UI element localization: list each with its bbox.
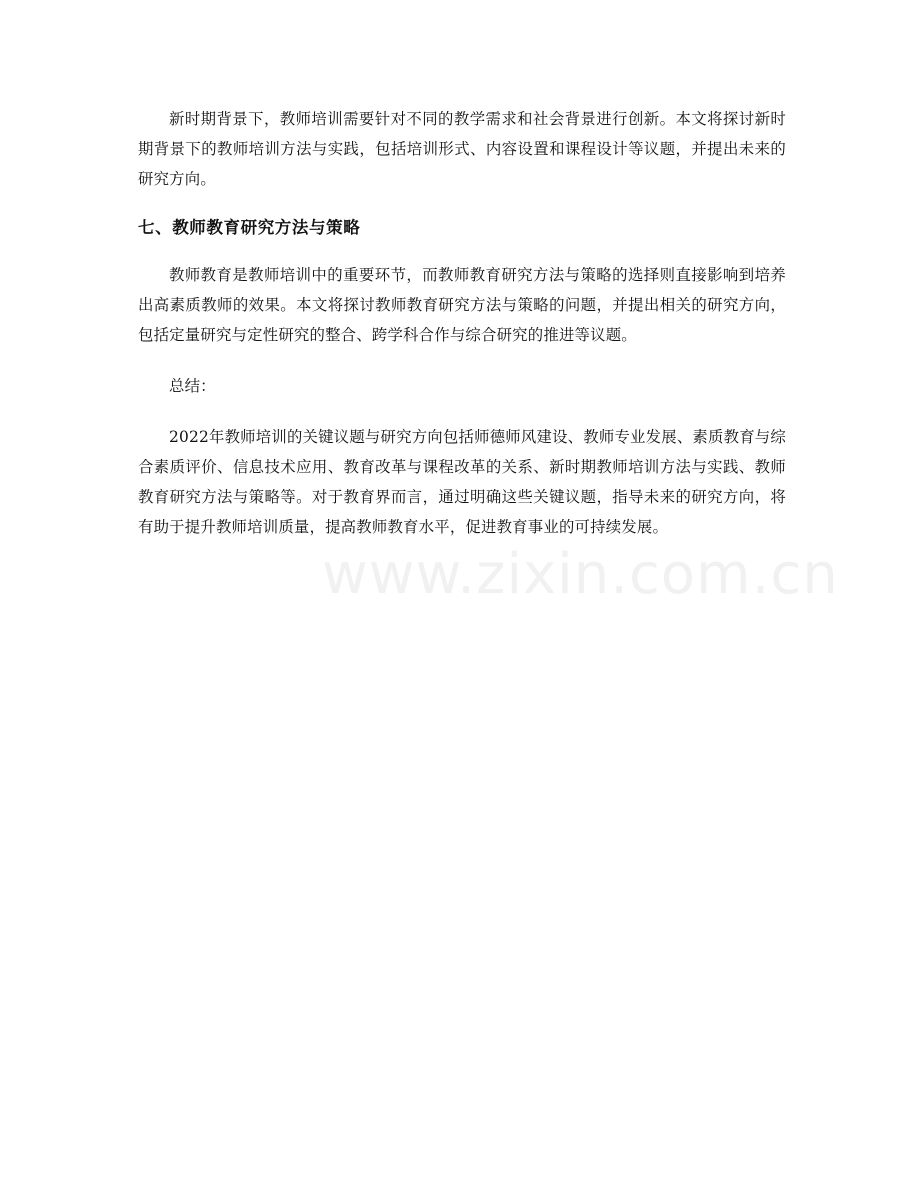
spacer (138, 350, 786, 371)
spacer (138, 401, 786, 422)
section-heading: 七、教师教育研究方法与策略 (138, 218, 361, 237)
paragraph-summary: 2022年教师培训的关键议题与研究方向包括师德师风建设、教师专业发展、素质教育与综合素质评价、信息技术应用、教育改革与课程改革的关系、新时期教师培训方法与实践、教师教育研究方法与策略等。对于教育界而言，通过明确这些关键议题，指导未来的研究方向，将有助于提升教师培训质量，提高教师教育水平，促进教育事业的可持续发展。 (138, 428, 786, 536)
document-body (138, 104, 786, 542)
spacer (138, 194, 786, 213)
summary-label: 总结： (169, 377, 216, 395)
paragraph-intro: 新时期背景下，教师培训需要针对不同的教学需求和社会背景进行创新。本文将探讨新时期背景下的教师培训方法与实践，包括培训形式、内容设置和课程设计等议题，并提出未来的研究方向。 (138, 110, 786, 188)
watermark: www.zixin.com.cn (322, 542, 839, 607)
paragraph-section: 教师教育是教师培训中的重要环节，而教师教育研究方法与策略的选择则直接影响到培养出高素质教师的效果。本文将探讨教师教育研究方法与策略的问题，并提出相关的研究方向，包括定量研究与定性研究的整合、跨学科合作与综合研究的推进等议题。 (138, 266, 786, 344)
spacer (138, 243, 786, 260)
